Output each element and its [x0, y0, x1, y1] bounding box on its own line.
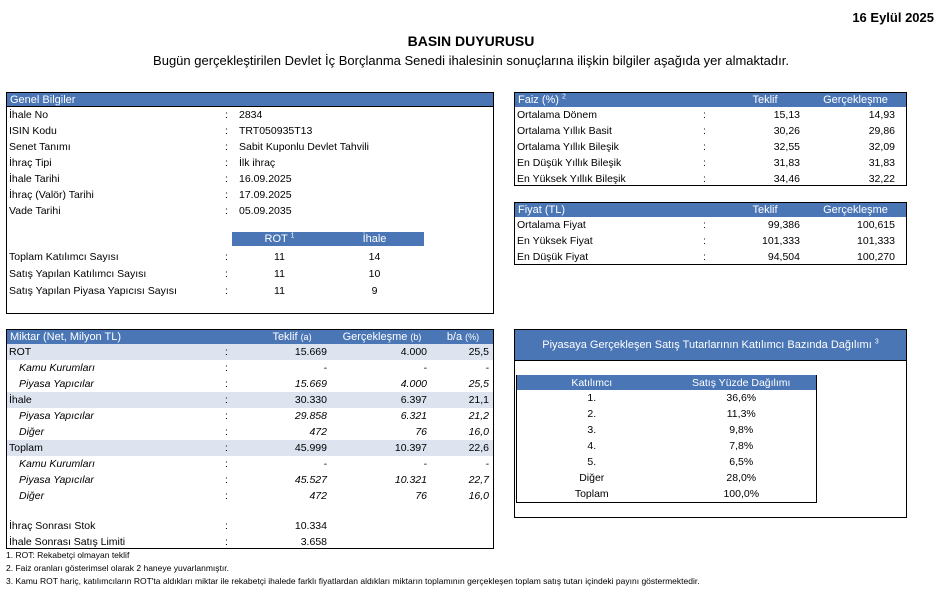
- amount-label: Diğer: [19, 426, 45, 438]
- footnote-2: 2. Faiz oranları gösterimsel olarak 2 haneye yuvarlanmıştır.: [6, 563, 229, 573]
- distribution-row: [517, 390, 817, 406]
- distribution-table: [516, 375, 817, 503]
- price-panel: [514, 202, 907, 265]
- amount-sub-row: [7, 376, 493, 392]
- amount-label: Diğer: [19, 490, 45, 502]
- distribution-col-participant: Katılımcı: [517, 375, 667, 390]
- price-row-label: En Düşük Fiyat: [517, 251, 589, 263]
- amount-teklif: 29.858: [294, 410, 327, 422]
- amount-sub-row: [7, 408, 493, 424]
- amount-teklif: 45.527: [294, 474, 327, 486]
- amount-ratio: -: [485, 362, 489, 374]
- interest-col-gerceklesme: Gerçekleşme: [823, 94, 888, 106]
- interest-row-label: Ortalama Yıllık Bileşik: [517, 141, 619, 153]
- interest-row: [515, 107, 906, 123]
- general-info-row: [7, 155, 493, 171]
- colon: :: [225, 394, 228, 406]
- general-info-row: [7, 107, 493, 123]
- price-row-label: En Yüksek Fiyat: [517, 235, 593, 247]
- stock-rows: [7, 518, 493, 550]
- amount-rows: [7, 344, 493, 504]
- colon: :: [225, 109, 228, 121]
- info-label: ISIN Kodu: [9, 125, 57, 137]
- limit-label: İhale Sonrası Satış Limiti: [9, 536, 126, 548]
- distribution-participant: 3.: [587, 424, 597, 436]
- distribution-participant: 1.: [587, 392, 597, 404]
- interest-row-teklif: 34,46: [773, 173, 800, 185]
- participant-row: [7, 266, 493, 283]
- amount-sub-row: [7, 360, 493, 376]
- participant-ihale: 14: [368, 251, 381, 263]
- colon: :: [225, 205, 228, 217]
- sales-limit-row: [7, 534, 493, 550]
- price-row-gerceklesme: 100,615: [857, 219, 895, 231]
- amount-label: Piyasa Yapıcılar: [19, 410, 94, 422]
- amount-col-ratio: b/a (%): [446, 331, 480, 343]
- info-value: 16.09.2025: [239, 173, 292, 185]
- colon: :: [225, 442, 228, 454]
- distribution-participant: 4.: [587, 440, 597, 452]
- colon: :: [703, 173, 706, 185]
- page-subtitle: Bugün gerçekleştirilen Devlet İç Borçlanma Senedi ihalesinin sonuçlarına ilişkin bilgiler aşağıda yer almaktadır.: [153, 53, 789, 68]
- info-value: 17.09.2025: [239, 189, 292, 201]
- amount-gerceklesme: 4.000: [400, 346, 427, 358]
- subheader-ihale: İhale: [362, 233, 387, 245]
- stock-label: İhraç Sonrası Stok: [9, 520, 96, 532]
- interest-panel: [514, 92, 907, 186]
- price-row: [515, 217, 906, 233]
- page-title: BASIN DUYURUSU: [407, 33, 535, 49]
- distribution-share: 100,0%: [723, 487, 760, 500]
- price-row: [515, 233, 906, 249]
- amount-gerceklesme: 10.397: [394, 442, 427, 454]
- info-value: TRT050935T13: [239, 125, 313, 137]
- amount-label: Kamu Kurumları: [19, 458, 95, 470]
- amount-label: Piyasa Yapıcılar: [19, 378, 94, 390]
- interest-header: [515, 93, 906, 107]
- interest-row: [515, 139, 906, 155]
- amount-label: Toplam: [9, 442, 43, 454]
- subheader-rot: ROT $^1$: [264, 232, 295, 245]
- amount-ratio: 22,7: [468, 474, 489, 486]
- amount-label: Kamu Kurumları: [19, 362, 95, 374]
- amount-teklif: 45.999: [294, 442, 327, 454]
- amount-teklif: 15.669: [294, 378, 327, 390]
- distribution-participant: 2.: [587, 408, 597, 420]
- price-col-gerceklesme: Gerçekleşme: [823, 204, 888, 216]
- amount-col-gerceklesme: Gerçekleşme (b): [342, 331, 422, 343]
- interest-row: [515, 123, 906, 139]
- participant-label: Satış Yapılan Katılımcı Sayısı: [9, 268, 147, 280]
- distribution-participant: Diğer: [579, 472, 605, 484]
- interest-row-teklif: 30,26: [773, 125, 800, 137]
- amount-label: ROT: [9, 346, 32, 358]
- amount-ratio: 25,5: [468, 346, 489, 358]
- amount-gerceklesme: -: [423, 362, 427, 374]
- colon: :: [225, 346, 228, 358]
- amount-ratio: 25,5: [468, 378, 489, 390]
- participant-row: [7, 249, 493, 266]
- colon: :: [225, 474, 228, 486]
- participant-rows: [7, 249, 493, 300]
- colon: :: [703, 109, 706, 121]
- info-value: İlk ihraç: [239, 157, 276, 169]
- price-row-gerceklesme: 101,333: [857, 235, 895, 247]
- info-value: Sabit Kuponlu Devlet Tahvili: [239, 141, 369, 153]
- interest-row-label: En Yüksek Yıllık Bileşik: [517, 173, 626, 185]
- colon: :: [703, 141, 706, 153]
- price-row-teklif: 94,504: [767, 251, 800, 263]
- interest-row-gerceklesme: 32,09: [868, 141, 895, 153]
- colon: :: [225, 536, 228, 548]
- amount-main-row: [7, 344, 493, 360]
- colon: :: [225, 251, 228, 263]
- amount-gerceklesme: 6.397: [400, 394, 427, 406]
- price-header: [515, 203, 906, 217]
- amount-ratio: 21,2: [468, 410, 489, 422]
- participant-rot: 11: [274, 285, 285, 297]
- colon: :: [225, 490, 228, 502]
- colon: :: [225, 362, 228, 374]
- general-info-rows: [7, 107, 493, 219]
- amount-gerceklesme: 76: [415, 490, 427, 502]
- press-date: 16 Eylül 2025: [852, 10, 934, 25]
- participant-label: Satış Yapılan Piyasa Yapıcısı Sayısı: [9, 285, 177, 297]
- interest-row-gerceklesme: 32,22: [868, 173, 895, 185]
- info-label: İhraç Tipi: [9, 157, 52, 169]
- colon: :: [225, 520, 228, 532]
- interest-row-teklif: 32,55: [773, 141, 800, 153]
- amount-gerceklesme: 6.321: [400, 410, 427, 422]
- amount-ratio: 22,6: [468, 442, 489, 454]
- amount-ratio: 21,1: [468, 394, 489, 406]
- price-rows: [515, 217, 906, 265]
- general-info-row: [7, 139, 493, 155]
- amount-gerceklesme: -: [423, 458, 427, 470]
- distribution-participant: Toplam: [574, 487, 609, 500]
- colon: :: [225, 285, 228, 297]
- general-info-row: [7, 187, 493, 203]
- colon: :: [225, 157, 228, 169]
- amount-teklif: 15.669: [294, 346, 327, 358]
- amount-teklif: 30.330: [294, 394, 327, 406]
- general-info-row: [7, 203, 493, 219]
- info-value: 2834: [239, 109, 263, 121]
- colon: :: [225, 410, 228, 422]
- amount-header: [7, 330, 493, 344]
- colon: :: [703, 157, 706, 169]
- participant-subheader: [232, 232, 424, 246]
- participant-row: [7, 283, 493, 300]
- amount-label: Piyasa Yapıcılar: [19, 474, 94, 486]
- distribution-share: 36,6%: [726, 392, 757, 404]
- participant-rot: 11: [274, 268, 285, 280]
- distribution-share: 6,5%: [729, 456, 754, 468]
- distribution-col-share: Satış Yüzde Dağılımı: [667, 375, 817, 390]
- interest-row-teklif: 31,83: [773, 157, 800, 169]
- amount-label: İhale: [9, 394, 32, 406]
- colon: :: [225, 125, 228, 137]
- info-label: Vade Tarihi: [9, 205, 61, 217]
- price-title: Fiyat (TL): [518, 204, 566, 216]
- footnote-1: 1. ROT: Rekabetçi olmayan teklif: [6, 550, 130, 560]
- colon: :: [225, 173, 228, 185]
- amount-sub-row: [7, 456, 493, 472]
- interest-row-teklif: 15,13: [773, 109, 800, 121]
- general-info-title: Genel Bilgiler: [10, 94, 76, 106]
- amount-col-teklif: Teklif (a): [272, 331, 312, 343]
- post-issue-stock-row: [7, 518, 493, 534]
- price-row-gerceklesme: 100,270: [857, 251, 895, 263]
- amount-ratio: -: [485, 458, 489, 470]
- distribution-share: 11,3%: [726, 408, 756, 420]
- amount-teklif: 472: [309, 490, 327, 502]
- distribution-row: [517, 486, 817, 502]
- colon: :: [225, 426, 228, 438]
- colon: :: [225, 141, 228, 153]
- amount-teklif: -: [323, 362, 327, 374]
- price-row-teklif: 101,333: [762, 235, 800, 247]
- amount-gerceklesme: 76: [415, 426, 427, 438]
- amount-sub-row: [7, 488, 493, 504]
- participant-ihale: 9: [371, 285, 378, 297]
- interest-rows: [515, 107, 906, 187]
- distribution-participant: 5.: [587, 456, 597, 468]
- interest-row-gerceklesme: 31,83: [868, 157, 895, 169]
- distribution-header: Piyasaya Gerçekleşen Satış Tutarlarının Katılımcı Bazında Dağılımı $^3$: [515, 330, 906, 361]
- amount-gerceklesme: 4.000: [400, 378, 427, 390]
- distribution-row: [517, 406, 817, 422]
- participant-ihale: 10: [368, 268, 381, 280]
- info-value: 05.09.2035: [239, 205, 292, 217]
- info-label: İhale Tarihi: [9, 173, 60, 185]
- interest-row-label: Ortalama Dönem: [517, 109, 597, 121]
- colon: :: [225, 268, 228, 280]
- distribution-row: [517, 438, 817, 454]
- interest-row: [515, 155, 906, 171]
- distribution-row: [517, 422, 817, 438]
- colon: :: [703, 251, 706, 263]
- general-info-panel: [6, 92, 494, 314]
- colon: :: [703, 125, 706, 137]
- amount-main-row: [7, 440, 493, 456]
- footnote-3: 3. Kamu ROT hariç, katılımcıların ROT'ta aldıkları miktar ile rekabetçi ihalede farklı fiyatlardan aldıkları miktarın toplamının gerçekleşen toplam satış tutarı içindeki payını göstermektedir.: [6, 576, 700, 586]
- participant-rot: 11: [274, 251, 285, 263]
- distribution-table-header: [517, 375, 817, 390]
- price-row-teklif: 99,386: [767, 219, 800, 231]
- distribution-title: Piyasaya Gerçekleşen Satış Tutarlarının Katılımcı Bazında Dağılımı: [542, 339, 872, 351]
- amount-gerceklesme: 10.321: [394, 474, 427, 486]
- amount-main-row: [7, 392, 493, 408]
- amount-sub-row: [7, 424, 493, 440]
- info-label: İhraç (Valör) Tarihi: [9, 189, 94, 201]
- limit-value: 3.658: [300, 536, 327, 548]
- amount-panel: [6, 329, 494, 549]
- amount-ratio: 16,0: [468, 490, 489, 502]
- amount-ratio: 16,0: [468, 426, 489, 438]
- general-info-row: [7, 171, 493, 187]
- distribution-share: 7,8%: [729, 440, 754, 452]
- general-info-row: [7, 123, 493, 139]
- interest-row-label: En Düşük Yıllık Bileşik: [517, 157, 622, 169]
- interest-row: [515, 171, 906, 187]
- amount-title: Miktar (Net, Milyon TL): [10, 331, 122, 343]
- price-row: [515, 249, 906, 265]
- interest-col-teklif: Teklif: [752, 94, 778, 106]
- distribution-panel: [514, 329, 907, 518]
- colon: :: [703, 219, 706, 231]
- info-label: İhale No: [9, 109, 49, 121]
- price-col-teklif: Teklif: [752, 204, 778, 216]
- colon: :: [225, 458, 228, 470]
- amount-teklif: -: [323, 458, 327, 470]
- interest-row-gerceklesme: 14,93: [868, 109, 895, 121]
- participant-label: Toplam Katılımcı Sayısı: [9, 251, 119, 263]
- info-label: Senet Tanımı: [9, 141, 71, 153]
- colon: :: [225, 189, 228, 201]
- distribution-row: [517, 454, 817, 470]
- distribution-share: 28,0%: [726, 472, 757, 484]
- amount-sub-row: [7, 472, 493, 488]
- general-info-header: [7, 93, 493, 107]
- distribution-share: 9,8%: [729, 424, 754, 436]
- interest-row-gerceklesme: 29,86: [868, 125, 895, 137]
- amount-teklif: 472: [309, 426, 327, 438]
- interest-row-label: Ortalama Yıllık Basit: [517, 125, 612, 137]
- colon: :: [225, 378, 228, 390]
- colon: :: [703, 235, 706, 247]
- distribution-row: [517, 470, 817, 486]
- price-row-label: Ortalama Fiyat: [517, 219, 586, 231]
- interest-title: Faiz (%) $^2$: [518, 93, 566, 106]
- stock-value: 10.334: [294, 520, 327, 532]
